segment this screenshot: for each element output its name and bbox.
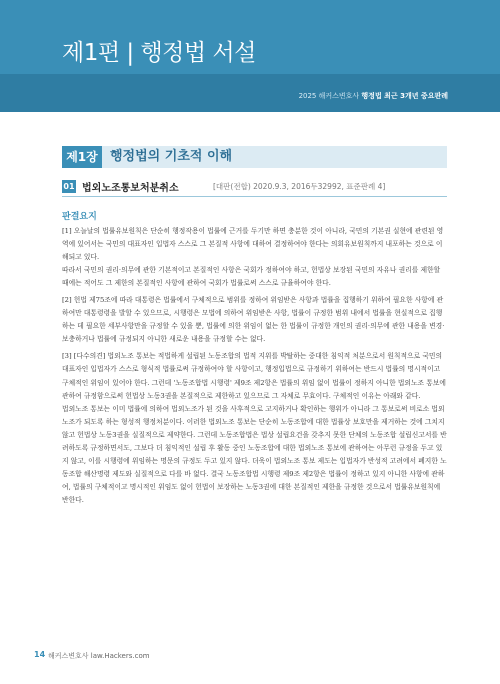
paragraph-3b: 법외노조 통보는 이미 법률에 의하여 법외노조가 된 것을 사후적으로 고지하거나 확인하는 행위가 아니라 그 통보로써 비로소 법외노조가 되도록 하는 형성적 행정처분이다. 이러한 법외노조 통보는 단순히 노동조합에 대한 법률상 보호만을 제거하는 것에 그치지 않고 헌법상 노동3권을 실질적으로 제약한다. 그런데 노동조합법은 법상 설립요건을 갖추지 못한 단체의 노동조합 설립신고서를 반려하도록 규정하면서도, 그보다 더 침익적인 설립 후 활동 중인 노동조합에 대한 법외노조 통보에 관하여는 아무런 규정을 두고 있지 않고, 이를 시행령에 위임하는 명문의 규정도 두고 있지 않다. 더욱이 법외노조 통보 제도는 입법자가 반성적 고려에서 폐지한 노동조합 해산명령 제도와 실질적으로 다를 바 없다. 결국 노동조합법 시행령 제9조 제2항은 법률이 정하고 있지 아니한 사항에 관하여, 법률의 구체적이고 명시적인 위임도 없이 헌법이 보장하는 노동3권에 대한 본질적인 제한을 규정한 것으로서 법률유보원칙에 반한다. — [62, 404, 447, 504]
paragraph-1b: 따라서 국민의 권리·의무에 관한 기본적이고 본질적인 사항은 국회가 정하여야 하고, 헌법상 보장된 국민의 자유나 권리를 제한할 때에는 적어도 그 제한의 본질적인 사항에 관하여 국회가 법률로써 스스로 규율하여야 한다. — [62, 266, 441, 288]
series-prefix: 2025 해커스변호사 — [298, 92, 360, 100]
section-label: 판결요지 — [62, 212, 97, 222]
paragraph-1: [1] 오늘날의 법률유보원칙은 단순히 행정작용이 법률에 근거를 두기만 하면 충분한 것이 아니라, 국민의 기본권 실현에 관련된 영역에 있어서는 국민의 대표자인 입법자 스스로 그 본질적 사항에 대하여 결정하여야 한다는 의회유보원칙까지 내포하는 것으로 이해되고 있다. — [62, 227, 444, 262]
item-divider — [62, 196, 447, 197]
series-bold: 행정법 최근 3개년 중요판례 — [361, 92, 448, 100]
page-number: 14 — [34, 650, 46, 659]
item-number: 01 — [63, 182, 75, 191]
chapter-badge: 제1장 — [62, 146, 102, 168]
paragraph-2: [2] 헌법 제75조에 따라 대통령은 법률에서 구체적으로 범위를 정하여 위임받은 사항과 법률을 집행하기 위하여 필요한 사항에 관하여만 대통령령을 발할 수 있으므로, 시행령은 모법에 의하여 위임받은 사항, 법률이 규정한 범위 내에서 법률을 현실적으로 집행하는 데 필요한 세부사항만을 규정할 수 있을 뿐, 법률에 의한 위임이 없는 한 법률이 규정한 개인의 권리·의무에 관한 내용을 변경·보충하거나 법률에 규정되지 아니한 새로운 내용을 규정할 수는 없다. — [62, 296, 445, 344]
footer-brand: 해커스변호사 law.Hackers.com — [48, 652, 150, 660]
series-title — [299, 91, 448, 101]
item-title: 법외노조통보처분취소 — [82, 183, 179, 194]
judgment-body — [62, 225, 447, 507]
chapter-title: 행정법의 기초적 이해 — [110, 149, 233, 164]
case-reference: [대판(전합) 2020.9.3, 2016두32992, 표준판례 4] — [213, 182, 386, 191]
part-title: 제1편 | 행정법 서설 — [62, 40, 256, 66]
paragraph-3: [3] [다수의견] 법외노조 통보는 적법하게 설립된 노동조합의 법적 지위를 박탈하는 중대한 침익적 처분으로서 원칙적으로 국민의 대표자인 입법자가 스스로 형식적 법률로써 규정하여야 할 사항이고, 행정입법으로 규정하기 위하여는 반드시 법률의 명시적이고 구체적인 위임이 있어야 한다. 그런데 '노동조합법 시행령' 제9조 제2항은 법률의 위임 없이 법률이 정하지 아니한 법외노조 통보에 관하여 규정함으로써 헌법상 노동3권을 본질적으로 제한하고 있으므로 그 자체로 무효이다. 구체적인 이유는 아래와 같다. — [62, 352, 446, 400]
